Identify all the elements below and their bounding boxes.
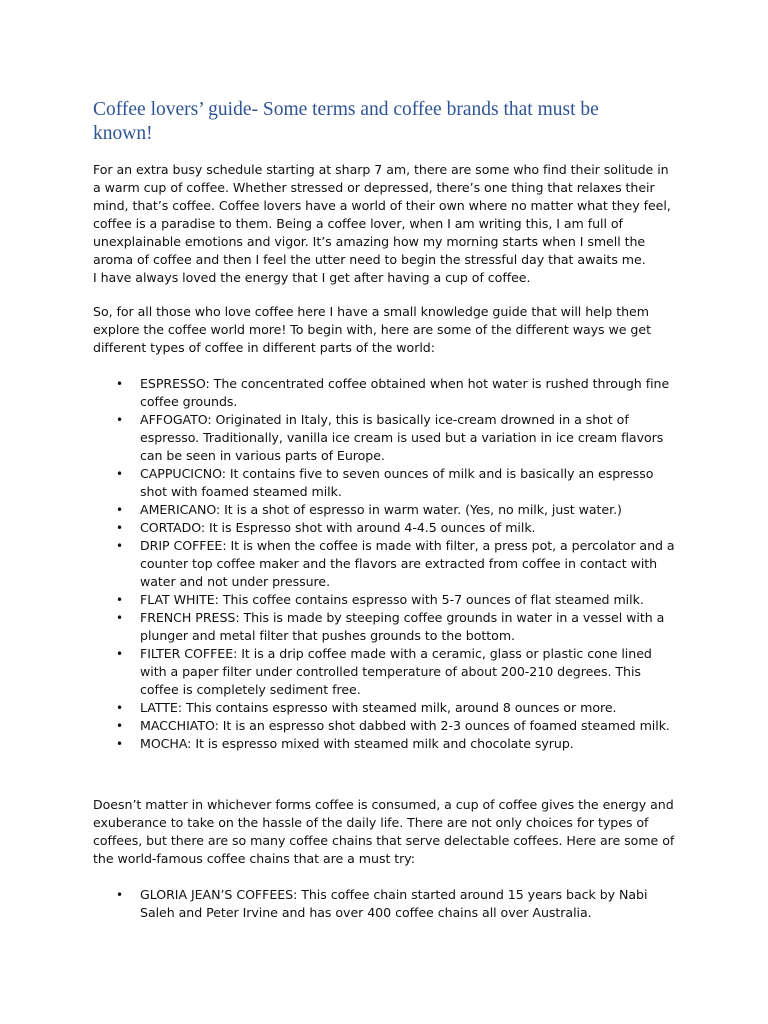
paragraph-spacer xyxy=(93,287,678,303)
paragraph-line: coffee is a paradise to them. Being a coffee lover, when I am writing this, I am full of xyxy=(93,216,623,231)
list-item-line: MACCHIATO: It is an espresso shot dabbed with 2-3 ounces of foamed steamed milk. xyxy=(140,718,670,733)
section-spacer xyxy=(93,753,678,796)
coffee-type-item xyxy=(116,717,678,735)
bullet-icon: • xyxy=(116,611,124,625)
paragraph-line: I have always loved the energy that I get after having a cup of coffee. xyxy=(93,270,531,285)
paragraph-line: a warm cup of coffee. Whether stressed or depressed, there’s one thing that relaxes their xyxy=(93,180,655,195)
coffee-type-item xyxy=(116,735,678,753)
list-item-line: with a paper filter under controlled temperature of about 200-210 degrees. This xyxy=(140,664,641,679)
coffee-chains-list xyxy=(93,886,678,922)
list-item-line: FRENCH PRESS: This is made by steeping coffee grounds in water in a vessel with a xyxy=(140,610,665,625)
list-item-line: ESPRESSO: The concentrated coffee obtained when hot water is rushed through fine xyxy=(140,376,670,391)
list-item-line: LATTE: This contains espresso with steamed milk, around 8 ounces or more. xyxy=(140,700,617,715)
list-item-line: AFFOGATO: Originated in Italy, this is basically ice-cream drowned in a shot of xyxy=(140,412,629,427)
bullet-icon: • xyxy=(116,719,124,733)
list-item-line: FLAT WHITE: This coffee contains espresso with 5-7 ounces of flat steamed milk. xyxy=(140,592,644,607)
paragraph-line: explore the coffee world more! To begin with, here are some of the different ways we get xyxy=(93,322,651,337)
coffee-chain-item xyxy=(116,886,678,922)
list-item-line: CAPPUCICNO: It contains five to seven ounces of milk and is basically an espresso xyxy=(140,466,654,481)
paragraph-line: coffees, but there are so many coffee chains that serve delectable coffees. Here are some of xyxy=(93,833,675,848)
coffee-type-item xyxy=(116,411,678,465)
list-item-line: coffee grounds. xyxy=(140,394,238,409)
title-line: Coffee lovers’ guide- Some terms and coffee brands that must be xyxy=(93,99,599,120)
list-item-line: Saleh and Peter Irvine and has over 400 coffee chains all over Australia. xyxy=(140,905,592,920)
bullet-icon: • xyxy=(116,539,124,553)
list-item-line: can be seen in various parts of Europe. xyxy=(140,448,385,463)
list-item-line: GLORIA JEAN’S COFFEES: This coffee chain started around 15 years back by Nabi xyxy=(140,887,648,902)
intro-paragraph xyxy=(93,161,678,287)
list-item-line: plunger and metal filter that pushes grounds to the bottom. xyxy=(140,628,515,643)
bullet-icon: • xyxy=(116,503,124,517)
paragraph-line: Doesn’t matter in whichever forms coffee is consumed, a cup of coffee gives the energy and xyxy=(93,797,674,812)
guide-paragraph xyxy=(93,303,678,357)
list-item-line: espresso. Traditionally, vanilla ice cream is used but a variation in ice cream flavors xyxy=(140,430,664,445)
paragraph-line: exuberance to take on the hassle of the daily life. There are not only choices for types of xyxy=(93,815,649,830)
bullet-icon: • xyxy=(116,593,124,607)
document-title xyxy=(93,98,678,146)
bullet-icon: • xyxy=(116,647,124,661)
bullet-icon: • xyxy=(116,701,124,715)
list-item-line: counter top coffee maker and the flavors are extracted from coffee in contact with xyxy=(140,556,658,571)
coffee-type-item xyxy=(116,699,678,717)
bullet-icon: • xyxy=(116,521,124,535)
chains-intro-paragraph xyxy=(93,796,678,868)
list-item-line: AMERICANO: It is a shot of espresso in warm water. (Yes, no milk, just water.) xyxy=(140,502,622,517)
paragraph-line: For an extra busy schedule starting at sharp 7 am, there are some who find their solitude in xyxy=(93,162,669,177)
list-item-line: MOCHA: It is espresso mixed with steamed milk and chocolate syrup. xyxy=(140,736,574,751)
coffee-type-item xyxy=(116,519,678,537)
list-item-line: shot with foamed steamed milk. xyxy=(140,484,342,499)
paragraph-line: aroma of coffee and then I feel the utter need to begin the stressful day that awaits me. xyxy=(93,252,646,267)
coffee-type-item xyxy=(116,609,678,645)
paragraph-line: the world-famous coffee chains that are a must try: xyxy=(93,851,415,866)
coffee-types-list xyxy=(93,375,678,753)
coffee-type-item xyxy=(116,501,678,519)
bullet-icon: • xyxy=(116,888,124,902)
list-item-line: water and not under pressure. xyxy=(140,574,331,589)
list-item-line: coffee is completely sediment free. xyxy=(140,682,361,697)
list-item-line: DRIP COFFEE: It is when the coffee is made with filter, a press pot, a percolator and a xyxy=(140,538,675,553)
title-line: known! xyxy=(93,123,153,144)
paragraph-line: mind, that’s coffee. Coffee lovers have a world of their own where no matter what they feel, xyxy=(93,198,671,213)
bullet-icon: • xyxy=(116,737,124,751)
coffee-type-item xyxy=(116,537,678,591)
bullet-icon: • xyxy=(116,467,124,481)
coffee-type-item xyxy=(116,465,678,501)
coffee-type-item xyxy=(116,591,678,609)
list-item-line: FILTER COFFEE: It is a drip coffee made with a ceramic, glass or plastic cone lined xyxy=(140,646,652,661)
bullet-icon: • xyxy=(116,377,124,391)
coffee-type-item xyxy=(116,375,678,411)
paragraph-line: unexplainable emotions and vigor. It’s amazing how my morning starts when I smell the xyxy=(93,234,646,249)
bullet-icon: • xyxy=(116,413,124,427)
paragraph-line: different types of coffee in different parts of the world: xyxy=(93,340,435,355)
coffee-type-item xyxy=(116,645,678,699)
paragraph-line: So, for all those who love coffee here I have a small knowledge guide that will help them xyxy=(93,304,649,319)
list-item-line: CORTADO: It is Espresso shot with around 4-4.5 ounces of milk. xyxy=(140,520,536,535)
